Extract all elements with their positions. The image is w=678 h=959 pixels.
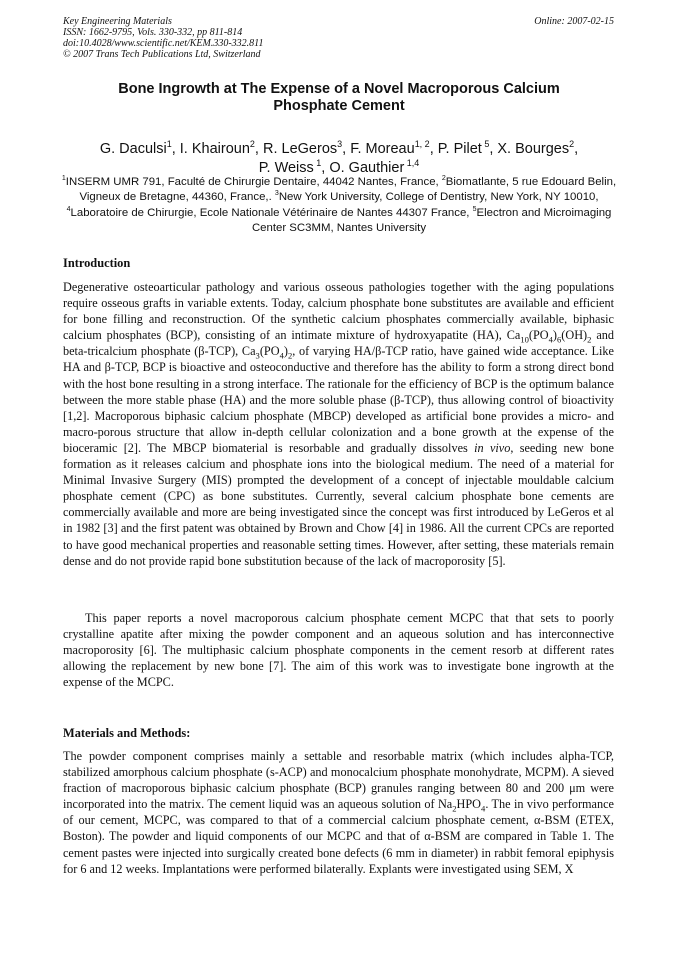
author: O. Gauthier $^{1,4}$: [329, 158, 420, 176]
author: I. Khairoun$^2$,: [179, 139, 263, 157]
author: G. Daculsi$^1$,: [99, 139, 180, 157]
issn-line: ISSN: 1662-9795, Vols. 330-332, pp 811-814: [63, 27, 243, 38]
affiliations: $^1$INSERM UMR 791, Faculté de Chirurgie Dentaire, 44042 Nantes, France, $^2$Biomatlante, 5 rue Edouard Belin, Vigneux de Bretagne, 44360, France,. $^3$New York University, College of Dentistry, New York, NY 10010, $^4$Laboratoire de Chirurgie, Ecole Nationale Vétérinaire de Nantes 44307 France, $^5$Electron and Microimaging Center SC3MM, Nantes University: [61, 175, 617, 234]
affiliation: Electron and Microimaging Center SC3MM, Nantes University: [251, 206, 612, 234]
introduction-paragraph-1: Degenerative osteoarticular pathology and various osseous pathologies together with the aging populations require osseous grafts in variable extents. Today, calcium phosphate bone substitutes are available and efficient for bone filling and reconstruction. Of the synthetic calcium phosphates commercially available, biphasic calcium phosphates (BCP), consisting of an intimate mixture of hydroxyapatite (HA), $Ca_{10}(PO_4)_6(OH)_2$ and beta-tricalcium phosphate (β-TCP), $Ca_3(PO_4)_2$, of varying HA/β-TCP ratio, have gained wide acceptance. Like HA and β-TCP, BCP is bioactive and osteoconductive and therefore has the ability to form a strong direct bond with the host bone resulting in a strong interface. The rationale for the efficiency of BCP is the optimum balance between the more stable phase (HA) and the more soluble phase (β-TCP), thus allowing control of bioactivity [1,2]. Macroporous biphasic calcium phosphate (MBCP) developed as artificial bone provides a micro- and macro-porous structure that allow in-depth cellular colonization and a bone growth at the expense of the bioceramic [2]. The MBCP biomaterial is resorbable and gradually dissolves in vivo, seeding new bone formation as it releases calcium and phosphate ions into the biological medium. The need of a material for Minimal Invasive Surgery (MIS) prompted the development of a concept of injectable mouldable calcium phosphate cement (CPC) as bone substitutes. Currently, several calcium phosphate bone cements are commercially available and more are being investigated since the concept was first introduced by LeGeros et al in 1982 [3] and the first patent was obtained by Brown and Chow [4] in 1986. All the current CPCs are reported to have good mechanical properties and reasonable setting times. However, after setting, these materials remain dense and do not provide rapid bone substitution because of the lack of macroporosity [5].: [63, 280, 615, 568]
author-list: [40, 140, 638, 178]
author: X. Bourges$^2$,: [497, 139, 579, 157]
section-heading-introduction: Introduction: [63, 256, 131, 270]
author: P. Weiss $^1$,: [258, 158, 330, 176]
publication-info: [63, 16, 263, 60]
paper-title: [70, 81, 608, 115]
introduction-paragraph-2: This paper reports a novel macroporous calcium phosphate cement MCPC that that sets to poorly crystalline apatite after mixing the powder component and an aqueous solution and has interconnective macroporosity [6]. The multiphasic calcium phosphate components in the cement resorb at different rates allowing the replacement by new bone [7]. The aim of this work was to investigate bone ingrowth at the expense of the MCPC.: [63, 611, 614, 690]
journal-name: Key Engineering Materials: [63, 16, 172, 27]
doi-line: doi:10.4028/www.scientific.net/KEM.330-332.811: [63, 38, 264, 49]
online-date: Online: 2007-02-15: [534, 16, 614, 27]
copyright-line: © 2007 Trans Tech Publications Ltd, Switzerland: [63, 49, 261, 60]
section-heading-methods: Materials and Methods:: [63, 726, 191, 740]
affiliation: Laboratoire de Chirurgie, Ecole Nationale Vétérinaire de Nantes 44307 France,: [70, 206, 473, 219]
author: P. Pilet $^5$,: [437, 139, 498, 157]
author: R. LeGeros$^3$,: [262, 139, 351, 157]
title-line-2: Phosphate Cement: [273, 98, 405, 114]
author: F. Moreau$^{1, 2}$,: [350, 139, 438, 157]
affiliation: INSERM UMR 791, Faculté de Chirurgie Dentaire, 44042 Nantes, France,: [65, 176, 442, 188]
title-line-1: Bone Ingrowth at The Expense of a Novel Macroporous Calcium: [118, 81, 560, 97]
methods-paragraph-1: The powder component comprises mainly a settable and resorbable matrix (which includes alpha-TCP, stabilized amorphous calcium phosphate (s-ACP) and monocalcium phosphate monohydrate, MCPM). A sieved fraction of macroporous biphasic calcium phosphate (BCP) granules ranging between 80 and 200 μm were incorporated into the matrix. The cement liquid was an aqueous solution of $Na_2HPO_4$. The in vivo performance of our cement, MCPC, was compared to that of a commercial calcium phosphate cement, α-BSM (ETEX, Boston). The powder and liquid components of our MCPC and that of α-BSM are compared in Table 1. The cement pastes were injected into surgically created bone defects (6 mm in diameter) in rabbit femoral epiphysis for 6 and 12 weeks. Implantations were performed bilaterally. Explants were investigated using SEM, X: [63, 749, 614, 876]
affiliation: Biomatlante, 5 rue Edouard Belin, Vigneux de Bretagne, 44360, France,.: [79, 176, 617, 204]
affiliation: New York University, College of Dentistry, New York, NY 10010,: [278, 191, 599, 204]
